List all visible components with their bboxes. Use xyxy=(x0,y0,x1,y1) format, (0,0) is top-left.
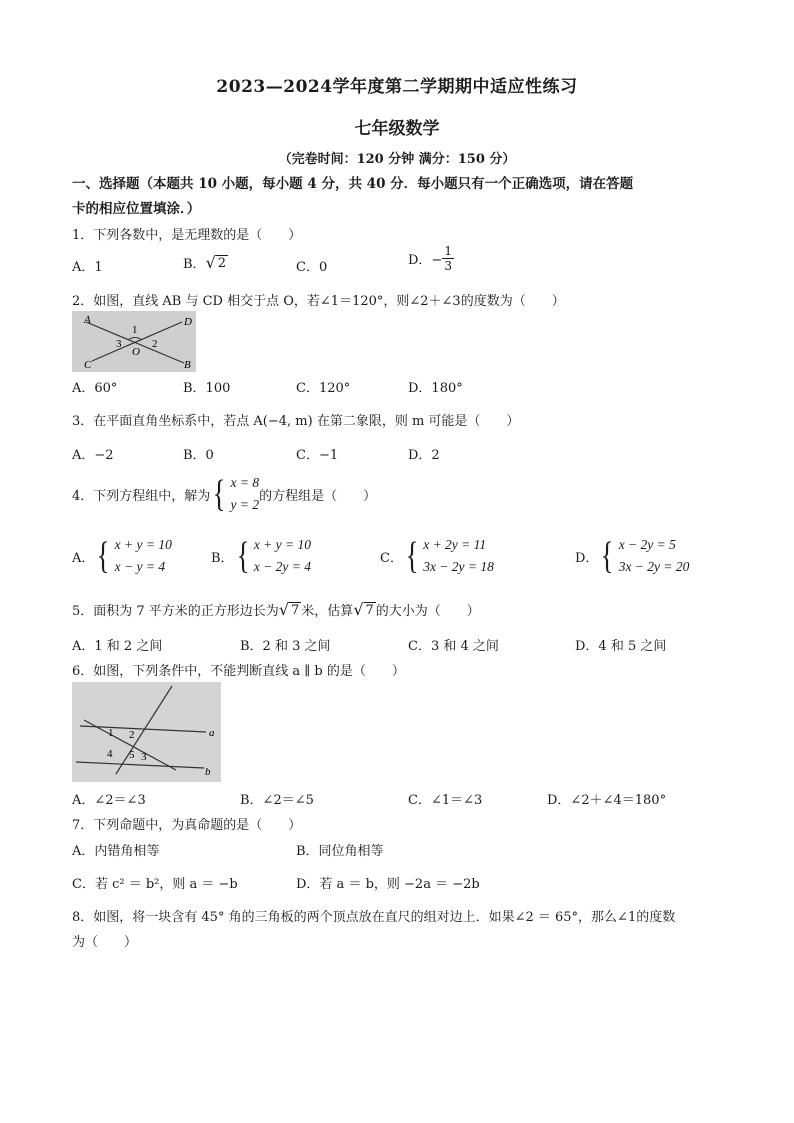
q3-option-c: C．−1 xyxy=(296,448,339,463)
section-heading-line2: 卡的相应位置填涂．） xyxy=(72,201,201,217)
q4-stem-row1: x = 8 xyxy=(230,475,260,490)
q4-stem-brace: { xyxy=(213,473,226,515)
q1-option-c: C．0 xyxy=(296,260,328,275)
q5-sqrt-1-radicand: 7 xyxy=(291,602,300,618)
q5-stem xyxy=(72,600,480,619)
q2-figure xyxy=(72,311,196,372)
q5-option-d: D．4 和 5 之间 xyxy=(575,639,667,654)
q4-c-row1: x + 2y = 11 xyxy=(423,537,487,552)
q1-fraction-denominator: 3 xyxy=(444,259,452,273)
q6-label-3: 3 xyxy=(141,751,147,763)
q4-d-row2: 3x − 2y = 20 xyxy=(618,559,690,574)
q4-option-b xyxy=(211,534,311,578)
q5-sqrt-2-radicand: 7 xyxy=(365,602,374,618)
q6-label-5: 5 xyxy=(129,749,135,761)
q4-option-a-label: A． xyxy=(72,550,95,566)
q2-label-o: O xyxy=(132,346,140,358)
q2-label-d: D xyxy=(184,316,192,328)
q8-stem-line1: 8．如图，将一块含有 45° 角的三角板的两个顶点放在直尺的组对边上．如果∠2 ＝ 65°，那么∠1的度数 xyxy=(72,910,676,925)
q2-label-3: 3 xyxy=(116,338,122,350)
q1-option-a: A．1 xyxy=(72,260,103,275)
q6-option-b: B．∠2＝∠5 xyxy=(240,793,314,808)
q4-option-c xyxy=(380,534,494,578)
q4-stem xyxy=(72,472,376,516)
q1-fraction xyxy=(442,244,454,273)
q4-option-c-system: { x + 2y = 11 3x − 2y = 18 xyxy=(405,535,494,577)
q7-option-c: C．若 c² ＝ b²，则 a ＝ −b xyxy=(72,877,238,892)
q5-option-b: B．2 和 3 之间 xyxy=(240,639,331,654)
q7-option-a: A．内错角相等 xyxy=(72,844,160,859)
q4-option-b-label: B． xyxy=(211,550,234,566)
q7-stem: 7．下列命题中，为真命题的是（ ） xyxy=(72,818,302,833)
q4-stem-suffix: 的方程组是（ ） xyxy=(259,488,377,504)
q6-figure xyxy=(72,682,221,782)
exam-time-info: （完卷时间：120 分钟 满分：150 分） xyxy=(278,152,516,167)
q6-option-c: C．∠1＝∠3 xyxy=(408,793,483,808)
q2-label-c: C xyxy=(84,359,92,371)
q1-stem: 1．下列各数中，是无理数的是（ ） xyxy=(72,228,302,243)
q5-stem-part2: 米，估算 xyxy=(301,604,354,619)
q5-stem-part3: 的大小为（ ） xyxy=(375,604,480,619)
q2-label-2: 2 xyxy=(152,338,158,350)
q2-label-1: 1 xyxy=(132,324,138,336)
q3-option-a: A．−2 xyxy=(72,448,114,463)
q4-option-b-system: { x + y = 10 x − 2y = 4 xyxy=(236,535,312,577)
q1-fraction-numerator: 1 xyxy=(444,244,452,258)
q5-option-c: C．3 和 4 之间 xyxy=(408,639,499,654)
q6-option-d: D．∠2＋∠4＝180° xyxy=(547,793,667,808)
q6-option-a: A．∠2＝∠3 xyxy=(72,793,146,808)
q3-option-d: D．2 xyxy=(408,448,440,463)
q4-stem-system xyxy=(210,472,259,516)
q4-stem-prefix: 4．下列方程组中，解为 xyxy=(72,488,211,504)
exam-title: 2023—2024学年度第二学期期中适应性练习 xyxy=(216,77,578,97)
q6-label-a: a xyxy=(209,727,215,739)
q4-b-row2: x − 2y = 4 xyxy=(253,559,312,574)
q2-label-a: A xyxy=(84,314,91,326)
q2-stem: 2．如图，直线 AB 与 CD 相交于点 O，若∠1＝120°，则∠2＋∠3的度数为（ ） xyxy=(72,294,565,309)
q1-sqrt: √ 2 xyxy=(205,252,227,272)
q7-option-b: B．同位角相等 xyxy=(296,844,384,859)
q6-label-4: 4 xyxy=(107,748,113,760)
q1-option-d-label: D．− xyxy=(408,253,443,268)
q6-label-1: 1 xyxy=(108,727,114,739)
q2-label-b: B xyxy=(184,359,191,371)
q2-option-b: B．100 xyxy=(183,381,231,396)
q6-stem: 6．如图，下列条件中，不能判断直线 a ∥ b 的是（ ） xyxy=(72,664,405,679)
q4-b-row1: x + y = 10 xyxy=(253,537,312,552)
q4-option-a xyxy=(72,534,172,578)
q4-option-a-system: { x + y = 10 x − y = 4 xyxy=(97,535,172,577)
q4-stem-row2: y = 2 xyxy=(230,497,260,512)
q5-stem-part1: 5．面积为 7 平方米的正方形边长为 xyxy=(72,604,279,619)
q2-option-c: C．120° xyxy=(296,381,351,396)
q4-d-row1: x − 2y = 5 xyxy=(618,537,676,552)
q4-a-row2: x − y = 4 xyxy=(114,559,166,574)
q4-option-d xyxy=(575,534,689,578)
section-heading-line1: 一、选择题（本题共 10 小题，每小题 4 分，共 40 分．每小题只有一个正确选项，请在答题 xyxy=(72,176,634,192)
q5-option-a: A．1 和 2 之间 xyxy=(72,639,163,654)
q5-sqrt-1: √ 7 xyxy=(278,599,300,619)
q4-option-d-label: D． xyxy=(575,550,599,566)
q6-label-2: 2 xyxy=(129,729,135,741)
q1-sqrt-radicand: 2 xyxy=(217,255,227,271)
q4-a-row1: x + y = 10 xyxy=(114,537,172,552)
q4-c-row2: 3x − 2y = 18 xyxy=(423,559,494,574)
q1-option-b xyxy=(183,253,228,272)
q8-stem-line2: 为（ ） xyxy=(72,935,138,950)
q4-option-d-system: { x − 2y = 5 3x − 2y = 20 xyxy=(601,535,690,577)
q7-option-d: D．若 a ＝ b，则 −2a ＝ −2b xyxy=(296,877,480,892)
q1-option-b-label: B． xyxy=(183,257,206,272)
q3-option-b: B．0 xyxy=(183,448,214,463)
exam-subject: 七年级数学 xyxy=(354,119,440,139)
q1-option-d xyxy=(408,244,454,273)
q6-label-b: b xyxy=(205,766,211,778)
q5-sqrt-2: √ 7 xyxy=(353,599,374,619)
q2-option-a: A．60° xyxy=(72,381,118,396)
q2-option-d: D．180° xyxy=(408,381,463,396)
q3-stem: 3．在平面直角坐标系中，若点 A(−4, m) 在第二象限，则 m 可能是（ ） xyxy=(72,414,520,429)
q4-option-c-label: C． xyxy=(380,550,403,566)
